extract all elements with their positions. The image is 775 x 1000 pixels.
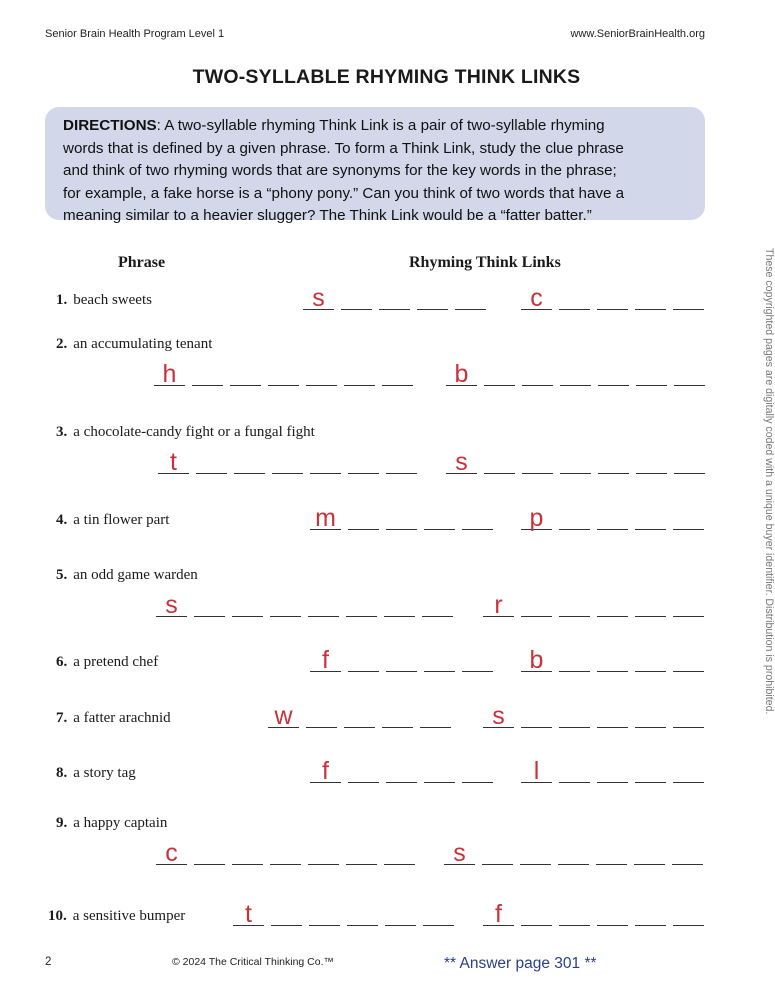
- answer-7-word-2[interactable]: [483, 702, 711, 730]
- letter-blank[interactable]: [424, 508, 455, 530]
- letter-blank[interactable]: [424, 650, 455, 672]
- letter-blank[interactable]: [559, 595, 590, 617]
- question-3: 3. a chocolate-candy fight or a fungal fight: [56, 424, 315, 440]
- letter-blank[interactable]: [522, 364, 553, 386]
- letter-blank[interactable]: [483, 702, 514, 730]
- letter-blank[interactable]: [306, 364, 337, 386]
- letter-blank[interactable]: [348, 452, 379, 474]
- letter-blank[interactable]: [635, 650, 666, 672]
- letter-blank[interactable]: [484, 452, 515, 474]
- letter-blank[interactable]: [232, 595, 263, 617]
- answer-5-word-1[interactable]: [156, 591, 460, 619]
- letter-blank[interactable]: [521, 595, 552, 617]
- letter-blank[interactable]: [386, 452, 417, 474]
- letter-blank[interactable]: [596, 843, 627, 865]
- letter-blank[interactable]: [348, 650, 379, 672]
- hint-letter: t: [245, 900, 252, 928]
- letter-blank[interactable]: [674, 364, 705, 386]
- letter-blank[interactable]: [597, 761, 628, 783]
- answer-6-word-2[interactable]: [521, 646, 711, 674]
- letter-blank[interactable]: [462, 650, 493, 672]
- letter-blank[interactable]: [560, 452, 591, 474]
- letter-blank[interactable]: [344, 706, 375, 728]
- letter-blank[interactable]: [382, 364, 413, 386]
- letter-blank[interactable]: [386, 650, 417, 672]
- hint-letter: c: [165, 839, 178, 867]
- letter-blank[interactable]: [635, 595, 666, 617]
- letter-blank[interactable]: [484, 364, 515, 386]
- answer-9-word-2[interactable]: [444, 839, 710, 867]
- answer-3-word-1[interactable]: [158, 448, 424, 476]
- letter-blank[interactable]: [347, 904, 378, 926]
- answer-8-word-1[interactable]: [310, 757, 500, 785]
- letter-blank[interactable]: [158, 448, 189, 476]
- hint-letter: f: [322, 646, 329, 674]
- letter-blank[interactable]: [423, 904, 454, 926]
- letter-blank[interactable]: [379, 288, 410, 310]
- letter-blank[interactable]: [559, 650, 590, 672]
- letter-blank[interactable]: [234, 452, 265, 474]
- letter-blank[interactable]: [386, 508, 417, 530]
- answer-4-word-2[interactable]: [521, 504, 711, 532]
- letter-blank[interactable]: [156, 839, 187, 867]
- phrase-column-header: Phrase: [118, 254, 166, 271]
- hint-letter: p: [529, 504, 544, 532]
- directions-line-3: and think of two rhyming words that are synonyms for the key words in the phrase;: [63, 162, 617, 180]
- letter-blank[interactable]: [308, 595, 339, 617]
- answer-2-word-2[interactable]: [446, 360, 712, 388]
- hint-letter: s: [165, 591, 178, 619]
- letter-blank[interactable]: [521, 504, 552, 532]
- hint-letter: s: [312, 284, 325, 312]
- letter-blank[interactable]: [520, 843, 551, 865]
- hint-letter: l: [533, 757, 540, 785]
- letter-blank[interactable]: [384, 843, 415, 865]
- letter-blank[interactable]: [558, 843, 589, 865]
- letter-blank[interactable]: [310, 646, 341, 674]
- letter-blank[interactable]: [635, 508, 666, 530]
- letter-blank[interactable]: [424, 761, 455, 783]
- page-number: 2: [45, 956, 52, 968]
- answer-8-word-2[interactable]: [521, 757, 711, 785]
- letter-blank[interactable]: [230, 364, 261, 386]
- letter-blank[interactable]: [521, 904, 552, 926]
- letter-blank[interactable]: [385, 904, 416, 926]
- letter-blank[interactable]: [635, 288, 666, 310]
- letter-blank[interactable]: [636, 364, 667, 386]
- question-4: 4. a tin flower part: [56, 512, 170, 528]
- letter-blank[interactable]: [348, 508, 379, 530]
- letter-blank[interactable]: [154, 360, 185, 388]
- letter-blank[interactable]: [386, 761, 417, 783]
- links-column-header: Rhyming Think Links: [409, 254, 561, 271]
- letter-blank[interactable]: [560, 364, 591, 386]
- letter-blank[interactable]: [673, 706, 704, 728]
- hint-letter: f: [322, 757, 329, 785]
- letter-blank[interactable]: [196, 452, 227, 474]
- letter-blank[interactable]: [194, 595, 225, 617]
- letter-blank[interactable]: [597, 288, 628, 310]
- letter-blank[interactable]: [420, 706, 451, 728]
- answer-7-word-1[interactable]: [268, 702, 458, 730]
- hint-letter: s: [455, 448, 468, 476]
- copyright-footer: © 2024 The Critical Thinking Co.™: [172, 956, 335, 968]
- letter-blank[interactable]: [270, 843, 301, 865]
- directions-label: DIRECTIONS: [63, 117, 157, 134]
- letter-blank[interactable]: [341, 288, 372, 310]
- website-label: www.SeniorBrainHealth.org: [570, 28, 705, 40]
- directions-line-5: meaning similar to a heavier slugger? The Think Link would be a “fatter batter.”: [63, 207, 592, 225]
- letter-blank[interactable]: [308, 843, 339, 865]
- letter-blank[interactable]: [673, 288, 704, 310]
- letter-blank[interactable]: [192, 364, 223, 386]
- letter-blank[interactable]: [673, 508, 704, 530]
- letter-blank[interactable]: [559, 508, 590, 530]
- letter-blank[interactable]: [673, 904, 704, 926]
- hint-letter: r: [494, 591, 503, 619]
- letter-blank[interactable]: [344, 364, 375, 386]
- letter-blank[interactable]: [673, 650, 704, 672]
- letter-blank[interactable]: [310, 757, 341, 785]
- answer-10-word-2[interactable]: [483, 900, 711, 928]
- letter-blank[interactable]: [559, 761, 590, 783]
- letter-blank[interactable]: [521, 646, 552, 674]
- answer-9-word-1[interactable]: [156, 839, 422, 867]
- letter-blank[interactable]: [303, 284, 334, 312]
- hint-letter: s: [453, 839, 466, 867]
- letter-blank[interactable]: [483, 591, 514, 619]
- hint-letter: h: [162, 360, 177, 388]
- answer-3-word-2[interactable]: [446, 448, 712, 476]
- answer-6-word-1[interactable]: [310, 646, 500, 674]
- hint-letter: m: [315, 504, 336, 532]
- letter-blank[interactable]: [672, 843, 703, 865]
- letter-blank[interactable]: [674, 452, 705, 474]
- answer-4-word-1[interactable]: [310, 504, 500, 532]
- letter-blank[interactable]: [597, 508, 628, 530]
- letter-blank[interactable]: [634, 843, 665, 865]
- letter-blank[interactable]: [310, 452, 341, 474]
- answer-10-word-1[interactable]: [233, 900, 461, 928]
- letter-blank[interactable]: [521, 757, 552, 785]
- letter-blank[interactable]: [598, 364, 629, 386]
- answer-1-word-1[interactable]: [303, 284, 493, 312]
- hint-letter: w: [274, 702, 293, 730]
- letter-blank[interactable]: [522, 452, 553, 474]
- question-9: 9. a happy captain: [56, 815, 168, 831]
- letter-blank[interactable]: [597, 595, 628, 617]
- answer-5-word-2[interactable]: [483, 591, 711, 619]
- letter-blank[interactable]: [346, 843, 377, 865]
- hint-letter: s: [492, 702, 505, 730]
- letter-blank[interactable]: [636, 452, 667, 474]
- letter-blank[interactable]: [156, 591, 187, 619]
- page-title: TWO-SYLLABLE RHYMING THINK LINKS: [192, 66, 581, 88]
- letter-blank[interactable]: [446, 448, 477, 476]
- letter-blank[interactable]: [310, 504, 341, 532]
- question-1: 1. beach sweets: [56, 292, 152, 308]
- letter-blank[interactable]: [462, 761, 493, 783]
- answer-2-word-1[interactable]: [154, 360, 420, 388]
- letter-blank[interactable]: [635, 904, 666, 926]
- directions-line-2: words that is defined by a given phrase. To form a Think Link, study the clue phrase: [63, 139, 624, 157]
- letter-blank[interactable]: [521, 706, 552, 728]
- letter-blank[interactable]: [673, 761, 704, 783]
- letter-blank[interactable]: [462, 508, 493, 530]
- letter-blank[interactable]: [382, 706, 413, 728]
- letter-blank[interactable]: [422, 595, 453, 617]
- letter-blank[interactable]: [272, 452, 303, 474]
- letter-blank[interactable]: [446, 360, 477, 388]
- letter-blank[interactable]: [348, 761, 379, 783]
- letter-blank[interactable]: [597, 650, 628, 672]
- letter-blank[interactable]: [309, 904, 340, 926]
- question-6: 6. a pretend chef: [56, 654, 159, 670]
- hint-letter: b: [454, 360, 469, 388]
- letter-blank[interactable]: [635, 706, 666, 728]
- letter-blank[interactable]: [268, 702, 299, 730]
- question-2: 2. an accumulating tenant: [56, 336, 213, 352]
- copyright-side-note: These copyrighted pages are digitally coded with a unique buyer identifier. Distribution is prohibited.: [763, 248, 775, 715]
- letter-blank[interactable]: [271, 904, 302, 926]
- directions-box: [45, 107, 705, 225]
- answer-1-word-2[interactable]: [521, 284, 711, 312]
- question-10: 10. a sensitive bumper: [48, 908, 186, 924]
- letter-blank[interactable]: [559, 288, 590, 310]
- letter-blank[interactable]: [232, 843, 263, 865]
- hint-letter: b: [529, 646, 544, 674]
- letter-blank[interactable]: [559, 706, 590, 728]
- letter-blank[interactable]: [482, 843, 513, 865]
- hint-letter: t: [170, 448, 177, 476]
- directions-line-1: DIRECTIONS: A two-syllable rhyming Think Link is a pair of two-syllable rhyming: [63, 117, 605, 134]
- letter-blank[interactable]: [346, 595, 377, 617]
- letter-blank[interactable]: [597, 706, 628, 728]
- directions-line-4: for example, a fake horse is a “phony pony.” Can you think of two words that have a: [63, 184, 625, 202]
- letter-blank[interactable]: [635, 761, 666, 783]
- letter-blank[interactable]: [306, 706, 337, 728]
- program-label: Senior Brain Health Program Level 1: [45, 28, 225, 40]
- hint-letter: c: [530, 284, 543, 312]
- letter-blank[interactable]: [384, 595, 415, 617]
- letter-blank[interactable]: [268, 364, 299, 386]
- letter-blank[interactable]: [417, 288, 448, 310]
- hint-letter: f: [495, 900, 502, 928]
- question-5: 5. an odd game warden: [56, 567, 198, 583]
- letter-blank[interactable]: [455, 288, 486, 310]
- letter-blank[interactable]: [233, 900, 264, 928]
- letter-blank[interactable]: [597, 904, 628, 926]
- answer-page-reference: ** Answer page 301 **: [444, 955, 597, 972]
- question-7: 7. a fatter arachnid: [56, 710, 171, 726]
- letter-blank[interactable]: [673, 595, 704, 617]
- letter-blank[interactable]: [559, 904, 590, 926]
- letter-blank[interactable]: [521, 284, 552, 312]
- letter-blank[interactable]: [444, 839, 475, 867]
- letter-blank[interactable]: [598, 452, 629, 474]
- letter-blank[interactable]: [483, 900, 514, 928]
- letter-blank[interactable]: [194, 843, 225, 865]
- question-8: 8. a story tag: [56, 765, 136, 781]
- letter-blank[interactable]: [270, 595, 301, 617]
